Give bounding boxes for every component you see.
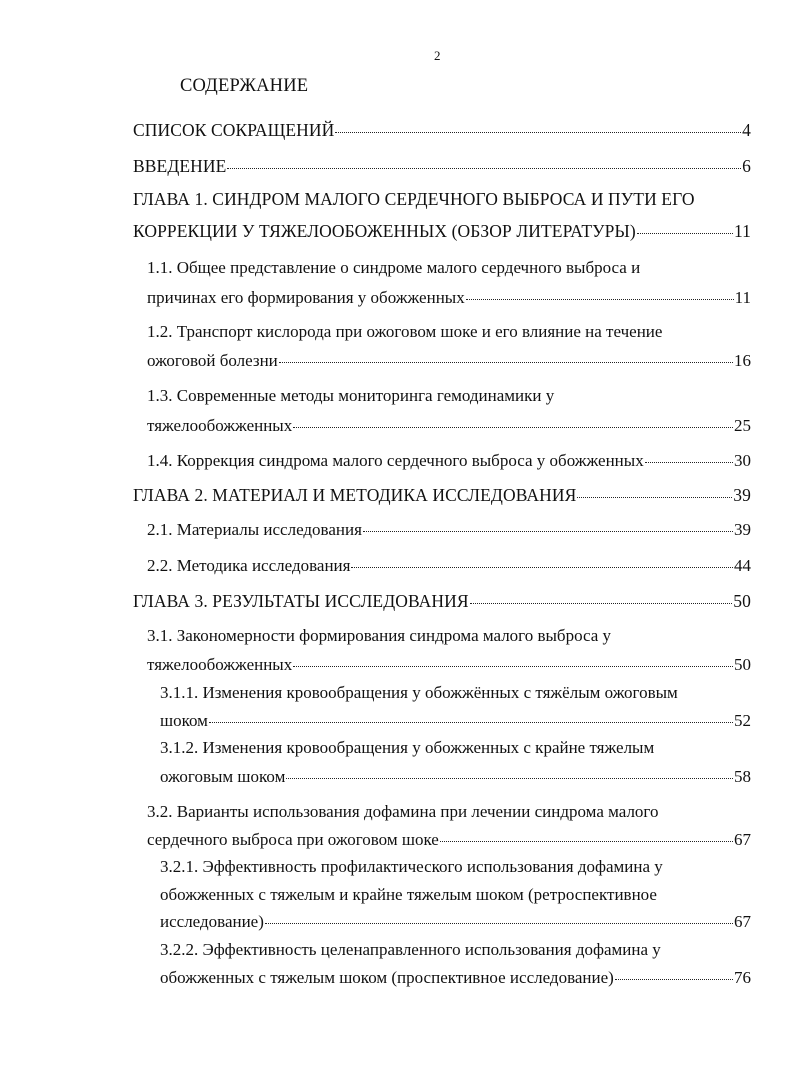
- toc-entry-3-2-1-line2[interactable]: обожженных с тяжелым и крайне тяжелым шоком (ретроспективное: [160, 885, 657, 904]
- dot-leader: [440, 841, 733, 842]
- dot-leader: [363, 531, 733, 532]
- toc-page-number: 39: [734, 520, 751, 539]
- page-title: СОДЕРЖАНИЕ: [180, 76, 309, 96]
- toc-page-number: 50: [734, 655, 751, 674]
- toc-page-number: 11: [733, 221, 751, 241]
- toc-entry-1-2-line1[interactable]: 1.2. Транспорт кислорода при ожоговом шоке и его влияние на течение: [147, 322, 663, 341]
- dot-leader: [227, 168, 741, 169]
- toc-entry-chapter-3[interactable]: [133, 591, 751, 612]
- toc-page-number: 25: [734, 416, 751, 435]
- toc-entry-3-2[interactable]: [147, 830, 751, 850]
- toc-page-number: 76: [734, 968, 751, 987]
- toc-entry-3-1-line1[interactable]: 3.1. Закономерности формирования синдрома малого выброса у: [147, 626, 612, 645]
- toc-entry-3-2-line1[interactable]: 3.2. Варианты использования дофамина при лечении синдрома малого: [147, 802, 659, 821]
- toc-entry-text: 2.2. Методика исследования: [147, 556, 351, 575]
- toc-entry-abbreviations[interactable]: [133, 120, 751, 141]
- toc-entry-text: сердечного выброса при ожоговом шоке: [147, 830, 439, 849]
- toc-entry-1-2[interactable]: [147, 351, 751, 371]
- toc-entry-text: обожженных с тяжелым шоком (проспективное исследование): [160, 968, 614, 987]
- toc-entry-3-1-1[interactable]: [160, 711, 751, 731]
- toc-entry-text: исследование): [160, 912, 264, 931]
- toc-entry-text: ГЛАВА 3. РЕЗУЛЬТАТЫ ИССЛЕДОВАНИЯ: [133, 591, 469, 611]
- dot-leader: [645, 462, 733, 463]
- page-number: 2: [434, 48, 441, 63]
- toc-entry-2-2[interactable]: [147, 556, 751, 576]
- toc-entry-text: 1.4. Коррекция синдрома малого сердечного выброса у обожженных: [147, 451, 644, 470]
- toc-entry-3-1-2-line1[interactable]: 3.1.2. Изменения кровообращения у обожженных с крайне тяжелым: [160, 738, 655, 757]
- toc-page-number: 4: [742, 120, 751, 140]
- toc-entry-chapter-1[interactable]: [133, 221, 751, 242]
- toc-entry-3-1-2[interactable]: [160, 767, 751, 787]
- dot-leader: [351, 567, 733, 568]
- toc-entry-text: причинах его формирования у обожженных: [147, 288, 465, 307]
- toc-page-number: 39: [733, 485, 751, 505]
- toc-entry-2-1[interactable]: [147, 520, 751, 540]
- dot-leader: [466, 299, 734, 300]
- toc-entry-1-1[interactable]: [147, 288, 751, 308]
- toc-entry-text: СПИСОК СОКРАЩЕНИЙ: [133, 120, 335, 140]
- toc-entry-text: ГЛАВА 2. МАТЕРИАЛ И МЕТОДИКА ИССЛЕДОВАНИЯ: [133, 485, 577, 505]
- toc-page-number: 44: [734, 556, 751, 575]
- toc-entry-3-2-2-line1[interactable]: 3.2.2. Эффективность целенаправленного использования дофамина у: [160, 940, 661, 959]
- dot-leader: [577, 497, 732, 498]
- dot-leader: [615, 979, 733, 980]
- dot-leader: [637, 233, 733, 234]
- toc-entry-3-1-1-line1[interactable]: 3.1.1. Изменения кровообращения у обожжённых с тяжёлым ожоговым: [160, 683, 678, 702]
- toc-entry-1-3[interactable]: [147, 416, 751, 436]
- toc-entry-text: КОРРЕКЦИИ У ТЯЖЕЛООБОЖЕННЫХ (ОБЗОР ЛИТЕРАТУРЫ): [133, 221, 636, 241]
- toc-entry-1-4[interactable]: [147, 451, 751, 471]
- toc-entry-text: ожоговым шоком: [160, 767, 286, 786]
- toc-entry-text: ожоговой болезни: [147, 351, 278, 370]
- dot-leader: [293, 666, 733, 667]
- toc-entry-introduction[interactable]: [133, 156, 751, 177]
- toc-entry-text: тяжелообожженных: [147, 655, 293, 674]
- toc-page-number: 16: [734, 351, 751, 370]
- dot-leader: [286, 778, 733, 779]
- toc-entry-text: шоком: [160, 711, 208, 730]
- toc-page-number: 30: [734, 451, 751, 470]
- toc-entry-text: 2.1. Материалы исследования: [147, 520, 362, 539]
- toc-entry-1-3-line1[interactable]: 1.3. Современные методы мониторинга гемодинамики у: [147, 386, 555, 405]
- toc-page-number: 67: [734, 830, 751, 849]
- toc-entry-3-2-1[interactable]: [160, 912, 751, 932]
- toc-page-number: 6: [742, 156, 751, 176]
- dot-leader: [279, 362, 733, 363]
- toc-page-number: 11: [734, 288, 751, 307]
- dot-leader: [209, 722, 733, 723]
- toc-page-number: 52: [734, 711, 751, 730]
- toc-entry-3-2-2[interactable]: [160, 968, 751, 988]
- toc-entry-text: тяжелообожженных: [147, 416, 293, 435]
- toc-page-number: 67: [734, 912, 751, 931]
- dot-leader: [470, 603, 733, 604]
- toc-page-number: 58: [734, 767, 751, 786]
- toc-entry-3-2-1-line1[interactable]: 3.2.1. Эффективность профилактического использования дофамина у: [160, 857, 663, 876]
- toc-entry-text: ВВЕДЕНИЕ: [133, 156, 227, 176]
- toc-page-number: 50: [733, 591, 751, 611]
- toc-entry-chapter-1-line1[interactable]: ГЛАВА 1. СИНДРОМ МАЛОГО СЕРДЕЧНОГО ВЫБРОСА И ПУТИ ЕГО: [133, 189, 695, 209]
- toc-entry-3-1[interactable]: [147, 655, 751, 675]
- toc-entry-1-1-line1[interactable]: 1.1. Общее представление о синдроме малого сердечного выброса и: [147, 258, 641, 277]
- dot-leader: [335, 132, 741, 133]
- toc-entry-chapter-2[interactable]: [133, 485, 751, 506]
- dot-leader: [265, 923, 733, 924]
- dot-leader: [293, 427, 733, 428]
